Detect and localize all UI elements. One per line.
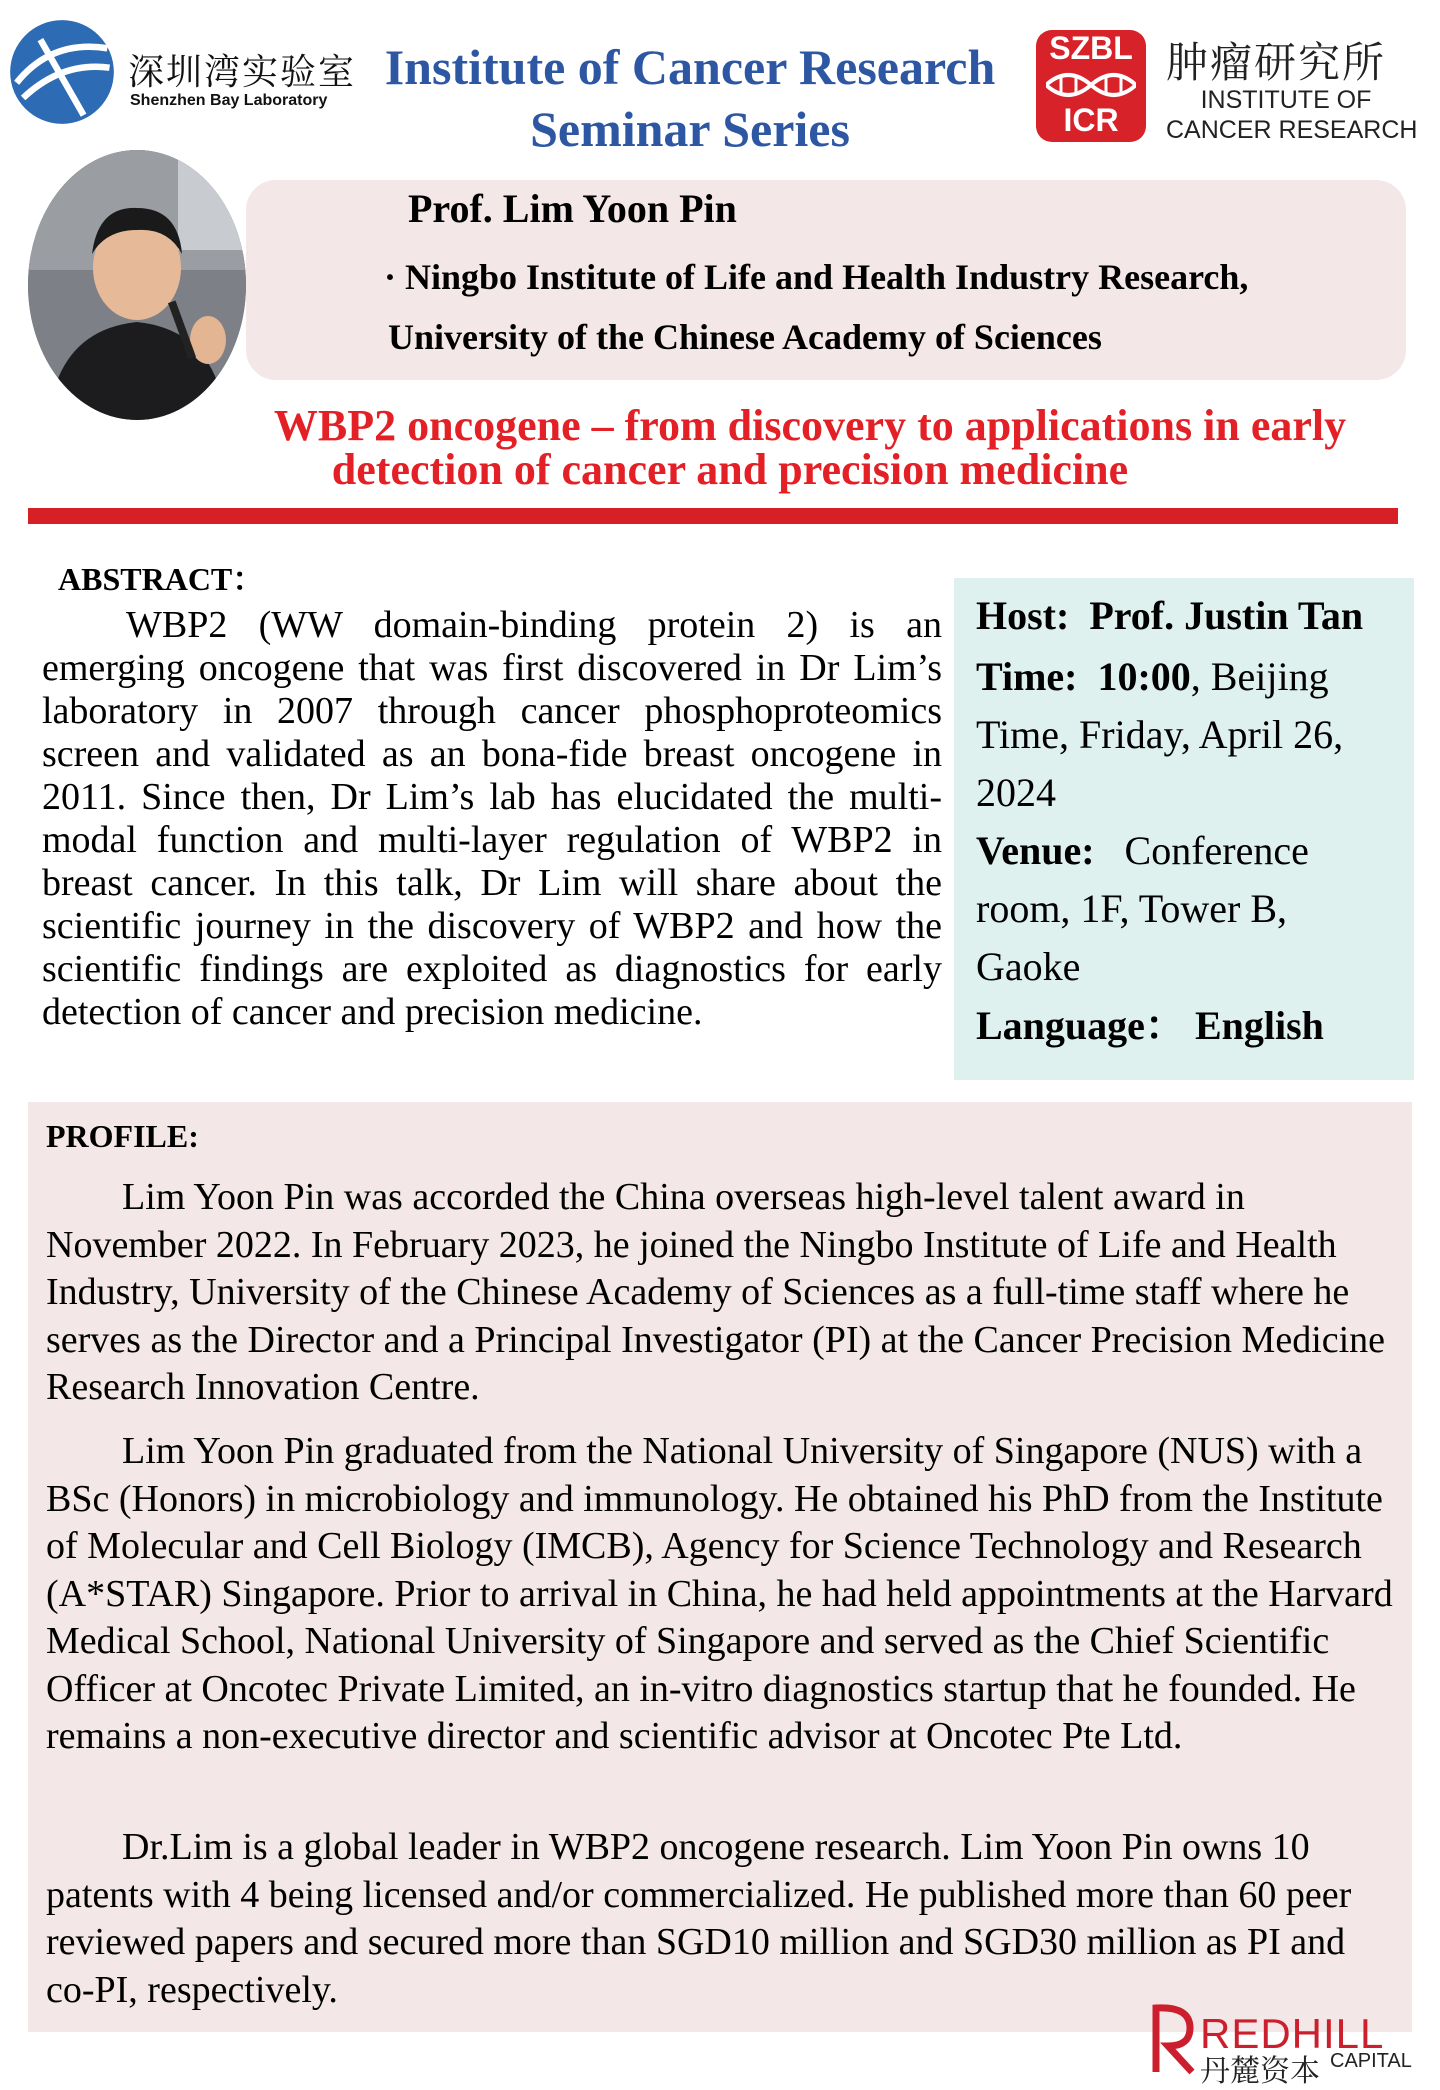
redhill-capital-label: CAPITAL bbox=[1330, 2050, 1412, 2072]
person-portrait-icon bbox=[28, 150, 246, 420]
speaker-affiliation-line1: · Ningbo Institute of Life and Health Industry Research, bbox=[384, 257, 1249, 297]
redhill-chinese-name: 丹麓资本 bbox=[1200, 2054, 1320, 2089]
seminar-title-line1: Institute of Cancer Research bbox=[384, 39, 996, 95]
language-value: English bbox=[1194, 1003, 1324, 1048]
redhill-name: REDHILL bbox=[1200, 2010, 1385, 2057]
szbl-logo-chinese-name: 深圳湾实验室 bbox=[128, 52, 357, 93]
event-host bbox=[976, 592, 1363, 639]
icr-logo-bottom-text: ICR bbox=[1063, 102, 1119, 138]
speaker-name: Prof. Lim Yoon Pin bbox=[408, 186, 737, 231]
host-value: Prof. Justin Tan bbox=[1089, 593, 1364, 638]
profile-paragraph-1 bbox=[46, 1174, 1398, 1412]
icr-english-name-line2: CANCER RESEARCH bbox=[1166, 116, 1418, 144]
icr-chinese-name: 肿瘤研究所 bbox=[1166, 38, 1387, 87]
abstract-paragraph: WBP2 (WW domain-binding protein 2) is an emerging oncogene that was first discovered in Dr Lim’s laboratory in 2007 through cancer phosphoproteomics screen and validated as an bona-fide breast oncogene in 2011. Since then, Dr Lim’s lab has elucidated the multi-modal function and multi-layer regulation of WBP2 in breast cancer. In this talk, Dr Lim will share about the scientific journey in the discovery of WBP2 and how the scientific findings are exploited as diagnostics for early detection of cancer and precision medicine. bbox=[42, 604, 942, 1033]
time-label: Time: bbox=[976, 654, 1078, 699]
event-time bbox=[976, 648, 1396, 822]
venue-value: Conference room, 1F, Tower B, Gaoke bbox=[976, 828, 1309, 989]
time-hour: 10:00 bbox=[1097, 654, 1191, 699]
event-language bbox=[976, 994, 1324, 1051]
language-label: Language： bbox=[976, 1003, 1185, 1048]
seminar-title-line2: Seminar Series bbox=[530, 101, 850, 157]
time-rest: , Beijing Time, Friday, April 26, 2024 bbox=[976, 654, 1344, 815]
profile-text: Lim Yoon Pin was accorded the China overseas high-level talent award in November 2022. In February 2023, he joined the Ningbo Institute of Life and Health Industry, University of the Chinese Academy of Sciences as a full-time staff where he serves as the Director and a Principal Investigator (PI) at the Cancer Precision Medicine Research Innovation Centre. bbox=[46, 1176, 1386, 1408]
redhill-logo-icon bbox=[1150, 2002, 1202, 2076]
speaker-affiliation-line2: University of the Chinese Academy of Sciences bbox=[388, 317, 1102, 357]
talk-title-line1: WBP2 oncogene – from discovery to applications in early bbox=[273, 401, 1347, 450]
abstract-heading: ABSTRACT： bbox=[58, 561, 265, 597]
szbl-logo-english-name: Shenzhen Bay Laboratory bbox=[130, 92, 328, 109]
profile-paragraph-3 bbox=[46, 1824, 1398, 2014]
profile-text: Dr.Lim is a global leader in WBP2 oncogene research. Lim Yoon Pin owns 10 patents with 4 being licensed and/or commercialized. He published more than 60 peer reviewed papers and secured more than SGD10 million and SGD30 million as PI and co-PI, respectively. bbox=[46, 1826, 1352, 2011]
profile-text: Lim Yoon Pin graduated from the National University of Singapore (NUS) with a BSc (Honors) in microbiology and immunology. He obtained his PhD from the Institute of Molecular and Cell Biology (IMCB), Agency for Science Technology and Research (A*STAR) Singapore. Prior to arrival in China, he had held appointments at the Harvard Medical School, National University of Singapore and served as the Chief Scientific Officer at Oncotec Private Limited, an in-vitro diagnostics startup that he founded. He remains a non-executive director and scientific advisor at Oncotec Pte Ltd. bbox=[46, 1430, 1393, 1757]
abstract-body bbox=[42, 604, 942, 1034]
speaker-photo bbox=[28, 150, 246, 420]
profile-heading: PROFILE: bbox=[46, 1118, 199, 1154]
icr-english-name-line1: INSTITUTE OF bbox=[1200, 86, 1372, 114]
event-venue bbox=[976, 822, 1396, 996]
section-divider bbox=[28, 508, 1398, 524]
icr-logo-top-text: SZBL bbox=[1049, 30, 1133, 66]
talk-title-line2: detection of cancer and precision medicine bbox=[331, 445, 1129, 494]
dna-helix-icon bbox=[1046, 70, 1136, 100]
venue-label: Venue: bbox=[976, 828, 1095, 873]
shenzhen-bay-laboratory-logo-icon bbox=[8, 18, 116, 126]
host-label: Host: bbox=[976, 593, 1070, 638]
profile-paragraph-2 bbox=[46, 1428, 1398, 1761]
